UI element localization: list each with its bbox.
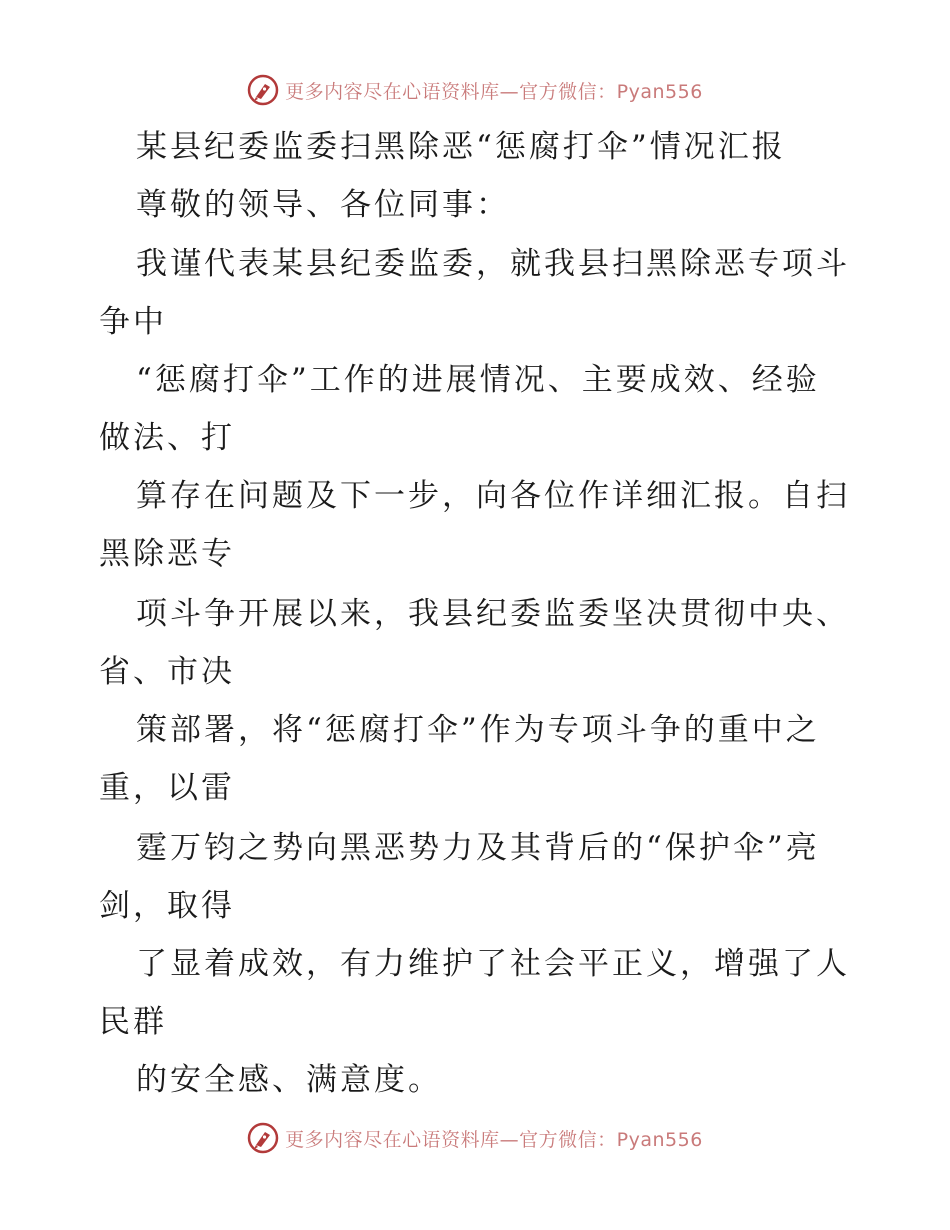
body-line: 我谨代表某县纪委监委，就我县扫黑除恶专项斗 (136, 246, 850, 282)
body-line: 算存在问题及下一步，向各位作详细汇报。自扫 (136, 478, 850, 514)
body-line: 策部署，将“惩腐打伞”作为专项斗争的重中之 (136, 712, 820, 748)
body-line: 霆万钧之势向黑恶势力及其背后的“保护伞”亮 (136, 830, 820, 866)
salutation-line: 尊敬的领导、各位同事： (136, 187, 510, 223)
watermark-text: 更多内容尽在心语资料库—官方微信：Pyan556 (285, 80, 703, 103)
watermark-text: 更多内容尽在心语资料库—官方微信：Pyan556 (285, 1128, 703, 1151)
body-line: 省、市决 (99, 654, 235, 690)
body-line: 重，以雷 (99, 770, 235, 806)
body-line: 项斗争开展以来，我县纪委监委坚决贯彻中央、 (136, 596, 850, 632)
footer-watermark (0, 1118, 950, 1158)
pen-nib-logo-icon (247, 1122, 279, 1154)
body-line: “惩腐打伞”工作的进展情况、主要成效、经验 (136, 362, 820, 398)
body-line: 了显着成效，有力维护了社会平正义，增强了人 (136, 946, 850, 982)
body-line: 争中 (99, 304, 167, 340)
body-line: 民群 (99, 1004, 167, 1040)
document-title: 某县纪委监委扫黑除恶“惩腐打伞”情况汇报 (136, 129, 786, 165)
body-line: 做法、打 (99, 420, 235, 456)
body-line: 的安全感、满意度。 (136, 1062, 442, 1098)
body-line: 剑，取得 (99, 888, 235, 924)
body-line: 黑除恶专 (99, 536, 235, 572)
